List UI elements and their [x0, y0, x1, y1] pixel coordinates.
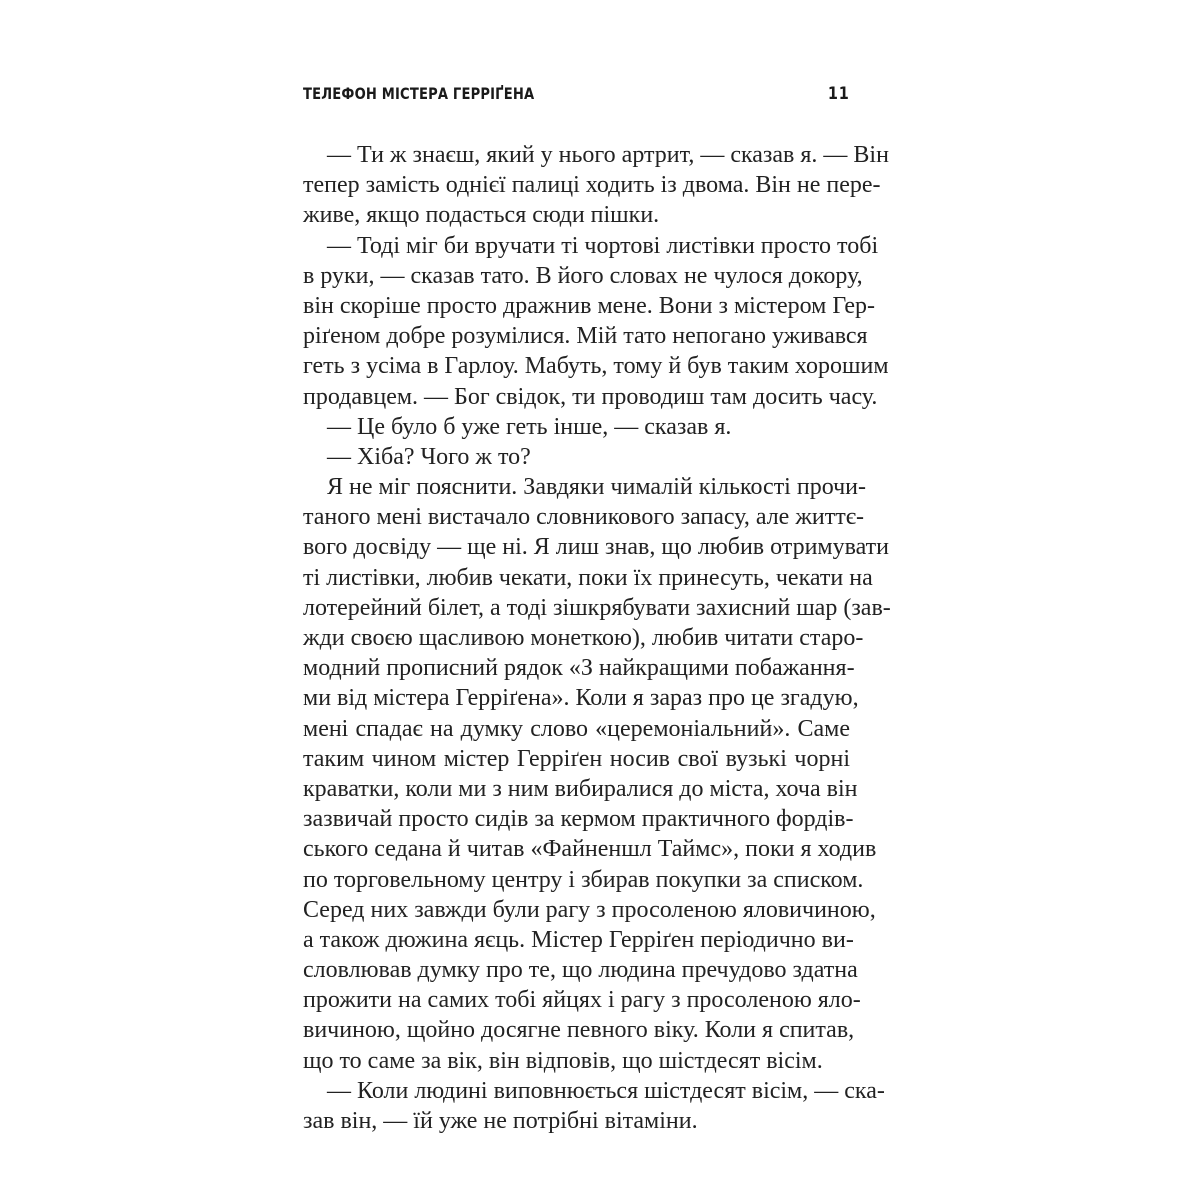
- text-line: лотерейний білет, а тоді зішкрябувати захисний шар (зав-: [303, 594, 891, 621]
- text-line: Я не міг пояснити. Завдяки чималій кількості прочи-: [327, 474, 866, 501]
- text-line: модний прописний рядок «З найкращими побажання-: [303, 655, 855, 682]
- text-line: геть з усіма в Гарлоу. Мабуть, тому й був таким хорошим: [303, 353, 889, 380]
- running-header: [303, 84, 850, 116]
- text-line: він скоріше просто дражнив мене. Вони з містером Гер-: [303, 292, 876, 319]
- text-line: тепер замість однієї палиці ходить із двома. Він не пере-: [303, 172, 881, 199]
- text-line: таного мені вистачало словникового запасу, але життє-: [303, 504, 865, 531]
- text-line: ті листівки, любив чекати, поки їх принесуть, чекати на: [303, 564, 873, 591]
- text-line: по торговельному центру і збирав покупки за списком.: [303, 866, 864, 893]
- chapter-title: ТЕЛЕФОН МІСТЕРА ГЕРРІҐЕНА: [303, 84, 535, 103]
- text-line: — Тоді міг би вручати ті чортові листівки просто тобі: [327, 232, 879, 259]
- text-line: ріґеном добре розумілися. Мій тато непогано уживався: [303, 323, 868, 350]
- text-line: — Ти ж знаєш, який у нього артрит, — сказав я. — Він: [327, 142, 889, 168]
- text-line: — Хіба? Чого ж то?: [327, 443, 531, 470]
- text-line: таким чином містер Герріґен носив свої вузькі чорні: [303, 745, 850, 772]
- text-line: жди своєю щасливою монеткою), любив читати старо-: [303, 625, 864, 651]
- text-line: зав він, — їй уже не потрібні вітаміни.: [303, 1108, 698, 1134]
- text-line: вичиною, щойно досягне певного віку. Коли я спитав,: [303, 1017, 855, 1044]
- page-number: 11: [828, 84, 850, 104]
- text-line: живе, якщо подасться сюди пішки.: [303, 202, 660, 229]
- text-line: ми від містера Герріґена». Коли я зараз про це згадую,: [303, 685, 859, 712]
- text-line: в руки, — сказав тато. В його словах не чулося докору,: [303, 262, 863, 289]
- text-line: — Це було б уже геть інше, — сказав я.: [327, 413, 732, 440]
- text-line: зазвичай просто сидів за кермом практичного фордів-: [303, 806, 854, 833]
- text-line: ського седана й читав «Файненшл Таймс», поки я ходив: [303, 836, 877, 863]
- text-line: словлював думку про те, що людина пречудово здатна: [303, 957, 858, 984]
- text-line: прожити на самих тобі яйцях і рагу з просоленою яло-: [303, 987, 861, 1014]
- text-line: — Коли людині виповнюється шістдесят вісім, — ска-: [327, 1077, 885, 1104]
- text-line: вого досвіду — ще ні. Я лиш знав, що любив отримувати: [303, 534, 889, 561]
- text-line: що то саме за вік, він відповів, що шістдесят вісім.: [303, 1047, 823, 1074]
- text-line: мені спадає на думку слово «церемоніальний». Саме: [303, 715, 850, 742]
- text-line: Серед них завжди були рагу з просоленою яловичиною,: [303, 896, 876, 923]
- text-line: продавцем. — Бог свідок, ти проводиш там досить часу.: [303, 383, 878, 410]
- text-line: краватки, коли ми з ним вибиралися до міста, хоча він: [303, 775, 858, 802]
- text-line: а також дюжина яєць. Містер Герріґен періодично ви-: [303, 926, 854, 953]
- body-text: [303, 140, 891, 1136]
